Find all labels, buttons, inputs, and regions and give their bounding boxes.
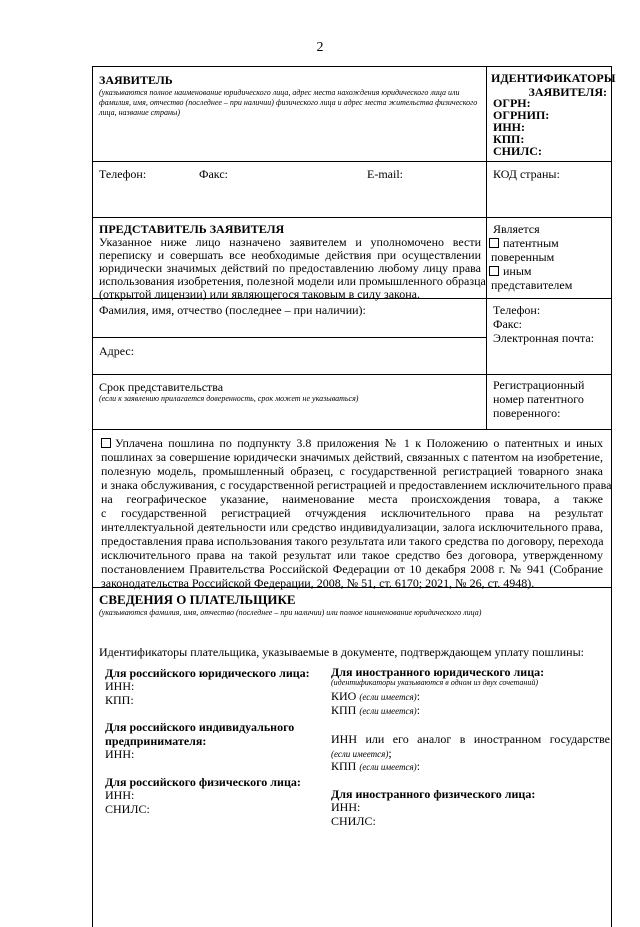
representative-text-line: переписку и совершать все необходимые действия при осуществлении [99, 248, 481, 262]
fee-text-line: исключительного права на такой результат или такое средство без договора, утвержденному [101, 548, 603, 562]
id-country-code: КОД страны: [493, 167, 560, 181]
option-other-representative[interactable]: иным [489, 264, 532, 278]
representative-phone-label: Телефон: [493, 303, 541, 317]
ru-person-inn: ИНН: [105, 788, 135, 802]
ru-person-snils: СНИЛС: [105, 802, 150, 816]
fee-text-line: полезную модель, промышленный образец, с государственной регистрацией товарного знака [101, 464, 603, 478]
checkbox-icon [489, 238, 499, 248]
page-number: 2 [316, 40, 324, 55]
representative-text-line: использования изобретения, полезной модели или промышленного образца [99, 274, 486, 288]
ru-person-heading: Для российского физического лица: [105, 775, 301, 789]
representative-text-line: (открытой лицензии) или являющегося таковым в силу закона. [99, 287, 421, 301]
applicant-email-label: E-mail: [367, 167, 403, 181]
option-patent-attorney[interactable]: патентным [489, 236, 559, 250]
representative-heading: ПРЕДСТАВИТЕЛЬ ЗАЯВИТЕЛЯ [99, 222, 285, 236]
if-any-note: (если имеется) [331, 749, 389, 759]
fee-text-line: с государственной регистрацией отчуждения исключительного права на результат [101, 506, 603, 520]
foreign-kpp-2: КПП (если имеется): [331, 759, 421, 773]
registration-number-label-line2: номер патентного [493, 392, 584, 406]
payer-ids-intro: Идентификаторы плательщика, указываемые в документе, подтверждающем уплату пошлины: [99, 645, 584, 659]
representative-email-label: Электронная почта: [493, 331, 595, 345]
foreign-inn-analog: ИНН или его аналог в иностранном государстве [331, 732, 610, 746]
payer-hint: (указываются фамилия, имя, отчество (последнее – при наличии) или полное наименование юридического лица) [99, 608, 482, 617]
checkbox-icon [101, 438, 111, 448]
foreign-person-inn: ИНН: [331, 800, 361, 814]
fee-text-line: интеллектуальной деятельности или средство индивидуализации, залога исключительного права, [101, 520, 603, 534]
fee-text-line: и знака обслуживания, с государственной регистрацией и предоставлением исключительного права [101, 478, 612, 492]
column-divider [486, 67, 487, 429]
id-snils: СНИЛС: [493, 144, 542, 158]
foreign-legal-hint: (идентификаторы указываются в одном из двух сочетаний) [331, 678, 538, 687]
ru-legal-kpp: КПП: [105, 693, 134, 707]
fee-paid-checkbox-line[interactable]: Уплачена пошлина по подпункту 3.8 приложения № 1 к Положению о патентных и иных [101, 436, 603, 450]
representation-term-hint: (если к заявлению прилагается доверенность, срок может не указываться) [99, 394, 359, 403]
divider [93, 161, 611, 162]
checkbox-icon [489, 266, 499, 276]
representative-fio-label: Фамилия, имя, отчество (последнее – при наличии): [99, 303, 366, 317]
registration-number-label-line3: поверенного: [493, 406, 561, 420]
ru-ip-heading: Для российского индивидуального [105, 720, 295, 734]
option-other-representative-line2: представителем [491, 278, 573, 292]
fee-text-line: предоставления права использования такого результата или такого средства по договору, перехода [101, 534, 604, 548]
identifiers-heading: ИДЕНТИФИКАТОРЫ ЗАЯВИТЕЛЯ: [491, 71, 616, 99]
option-patent-attorney-line2: поверенным [491, 250, 555, 264]
payer-heading: СВЕДЕНИЯ О ПЛАТЕЛЬЩИКЕ [99, 592, 296, 607]
representative-text-line: юридически значимых действий по предоставлению любому лицу права [99, 261, 481, 275]
divider [93, 374, 611, 375]
divider [93, 217, 611, 218]
foreign-person-snils: СНИЛС: [331, 814, 376, 828]
divider [93, 429, 611, 430]
representative-text-line: Указанное ниже лицо назначено заявителем и уполномочено вести [99, 235, 481, 249]
fee-text-line: пошлинах за совершение юридически значимых действий, связанных с патентом на изобретение, [101, 450, 603, 464]
foreign-legal-heading: Для иностранного юридического лица: [331, 665, 545, 679]
id-kpp: КПП: [493, 132, 525, 146]
ru-legal-heading: Для российского юридического лица: [105, 666, 310, 680]
foreign-kpp: КПП (если имеется): [331, 703, 421, 717]
fee-text-line: законодательства Российской Федерации, 2008, № 51, ст. 6170; 2021, № 26, ст. 4948). [101, 576, 535, 590]
representative-is-label: Является [493, 222, 540, 236]
foreign-person-heading: Для иностранного физического лица: [331, 787, 536, 801]
foreign-kio: КИО (если имеется): [331, 689, 421, 703]
representation-term-label: Срок представительства [99, 380, 224, 394]
id-inn: ИНН: [493, 120, 525, 134]
divider [93, 337, 486, 338]
id-ogrn: ОГРН: [493, 96, 531, 110]
applicant-heading: ЗАЯВИТЕЛЬ [99, 73, 173, 87]
registration-number-label: Регистрационный [493, 378, 585, 392]
applicant-phone-label: Телефон: [99, 167, 147, 181]
ru-ip-inn: ИНН: [105, 747, 135, 761]
id-ogrnip: ОГРНИП: [493, 108, 550, 122]
applicant-hint: (указываются полное наименование юридического лица, адрес места нахождения юридического лица или фамилия, имя, отчество (последнее – при наличии) физического лица и адрес места жительства физического лица, название страны) [99, 88, 478, 117]
form-frame: ЗАЯВИТЕЛЬ (указываются полное наименование юридического лица, адрес места нахождения юридического лица или фамилия, имя, отчество (последнее – при наличии) физического лица и адрес места жительства физического лица, название страны) Телефон: Факс: E-mail: ИДЕНТИФИКАТОРЫ ЗАЯВИТЕЛЯ: ОГРН: ОГРНИП: ИНН: КПП: СНИЛС: КОД страны: ПРЕДСТАВИТЕЛЬ ЗАЯВИТЕЛЯ Указанное ниже лицо назначено заявителем и уполномочено вести переписку и совершать все необходимые действия при осуществлении юридически значимых действий по предоставлению любому лицу права использования изобретения, полезной модели или промышленного образца (открытой лицензии) или являющегося таковым в силу закона. Является патентным поверенным иным представителем Фамилия, имя, отчество (последнее – при наличии): Телефон: Факс: Электронная почта: Адрес: Срок представительства (если к заявлению прилагается доверенность, срок может не указываться) Регистрационный номер патентного поверенного: Уплачена пошлина по подпункту 3.8 приложения № 1 к Положению о патентных и иных пошлинах за совершение юридически значимых действий, связанных с патентом на изобретение, полезную модель, промышленный образец, с государственной регистрацией товарного знака и знака обслуживания, с государственной регистрацией и предоставлением исключительного права на географическое указание, наименование места происхождения товара, а также с государственной регистрацией отчуждения исключительного права на результат интеллектуальной деятельности или средство индивидуализации, залога исключительного права, предоставления права использования такого результата или такого средства по договору, перехода исключительного права на такой результат или такое средство без договора, утвержденному постановлением Правительства Российской Федерации от 10 декабря 2008 г. № 941 (Собрание законодательства Российской Федерации, 2008, № 51, ст. 6170; 2021, № 26, ст. 4948). СВЕДЕНИЯ О ПЛАТЕЛЬЩИКЕ (указываются фамилия, имя, отчество (последнее – при наличии) или полное наименование юридического лица) Идентификаторы плательщика, указываемые в документе, подтверждающем уплату пошлины: Для российского юридического лица: ИНН: КПП: Для российского индивидуального предпринимателя: ИНН: Для российского физического лица: ИНН: СНИЛС: Для иностранного юридического лица: (идентификаторы указываются в одном из двух сочетаний) КИО (если имеется): КПП (если имеется): ИНН или его аналог в иностранном государстве (если имеется); КПП (если имеется): Для иностранного физического лица: ИНН: СНИЛС: [92, 66, 612, 927]
ru-ip-heading-line2: предпринимателя: [105, 734, 207, 748]
representative-fax-label: Факс: [493, 317, 522, 331]
fee-text-line: на географическое указание, наименование места происхождения товара, а также [101, 492, 603, 506]
representative-address-label: Адрес: [99, 344, 135, 358]
fee-text-line: постановлением Правительства Российской Федерации от 10 декабря 2008 г. № 941 (Собрание [101, 562, 603, 576]
applicant-fax-label: Факс: [199, 167, 228, 181]
ru-legal-inn: ИНН: [105, 679, 135, 693]
